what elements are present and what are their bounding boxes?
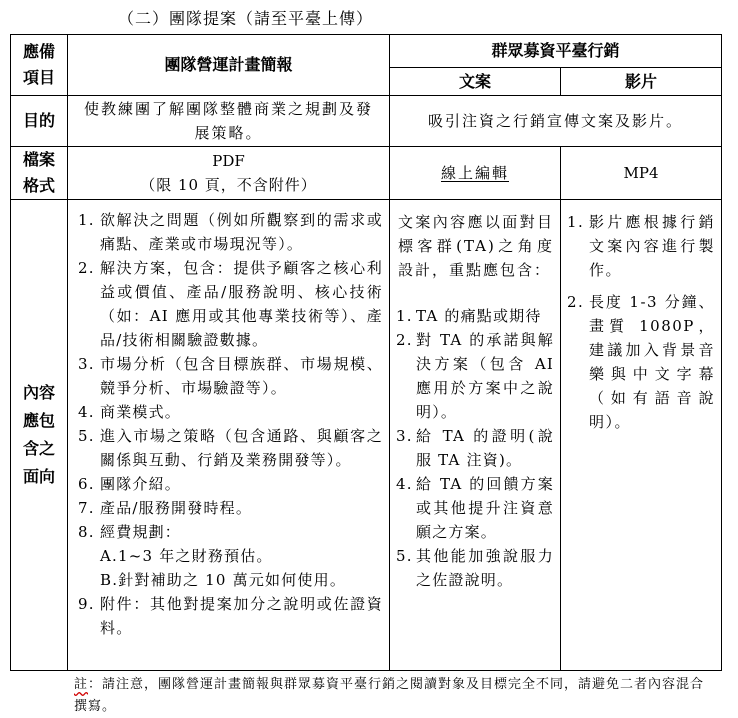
header-crowd-cell (390, 35, 722, 68)
list-item: 6. 團隊介紹。 (78, 475, 182, 493)
header-crowd-label: 群眾募資平臺行銷 (491, 41, 620, 60)
sub-item-b: B.針對補助之 10 萬元如何使用。 (100, 571, 347, 589)
format-plan-type: PDF (212, 152, 245, 170)
purpose-plan-cell (68, 96, 390, 147)
footnote-text: ：請注意，團隊營運計畫簡報與群眾募資平臺行銷之閱讀對象及目標完全不同，請避免二者內容混合撰寫。 (74, 677, 705, 714)
format-video-text: MP4 (623, 164, 659, 182)
content-plan-cell (68, 200, 390, 671)
list-item: 5. 進入市場之策略（包含通路、與顧客之關係與互動、行銷及業務開發等）。 (78, 427, 383, 469)
section-title: （二）團隊提案（請至平臺上傳） (118, 9, 374, 28)
header-plan-label: 團隊營運計畫簡報 (164, 55, 293, 74)
footnote-prefix: 註 (74, 677, 89, 692)
purpose-crowd-text: 吸引注資之行銷宣傳文案及影片。 (428, 112, 684, 130)
header-corner-label: 應備 項目 (22, 42, 55, 87)
list-item: 7. 產品/服務開發時程。 (78, 499, 253, 517)
list-item: 8. 經費規劃： (78, 523, 182, 541)
footnote (74, 674, 714, 718)
header-corner-cell (11, 35, 68, 96)
list-item: 2. 解決方案，包含：提供予顧客之核心利益或價值、產品/服務說明、核心技術（如：AI 應用或其他專業技術等）、產品/技術相關驗證數據。 (78, 259, 383, 349)
format-plan-limit: （限 10 頁，不含附件） (140, 176, 317, 194)
content-label-cell (11, 200, 68, 671)
purpose-plan-text: 使教練團了解團隊整體商業之規劃及發展策略。 (83, 100, 373, 142)
proposal-table (10, 34, 722, 671)
purpose-label-cell (11, 96, 68, 147)
list-item: 1. TA 的痛點或期待 (396, 307, 542, 325)
format-label-cell (11, 147, 68, 200)
format-label: 檔案 格式 (22, 150, 55, 195)
header-copy-cell (390, 68, 561, 96)
list-item: 1. 影片應根據行銷文案內容進行製作。 (567, 213, 716, 279)
format-video-cell (561, 147, 722, 200)
list-item: 3. 市場分析（包含目標族群、市場規模、競爭分析、市場驗證等）。 (78, 355, 383, 397)
list-item: 3. 給 TA 的證明(說服 TA 注資)。 (396, 427, 554, 469)
list-item: 2. 對 TA 的承諾與解決方案（包含 AI 應用於方案中之說明）。 (396, 331, 554, 421)
list-item: 1. 欲解決之問題（例如所觀察到的需求或痛點、產業或市場現況等）。 (78, 211, 383, 253)
format-plan-cell (68, 147, 390, 200)
content-label: 內容 應包 含之 面向 (22, 383, 55, 486)
sub-item-a: A.1~3 年之財務預估。 (100, 547, 273, 565)
header-plan-cell (68, 35, 390, 96)
content-copy-cell (390, 200, 561, 671)
list-item: 5. 其他能加強說服力之佐證說明。 (396, 547, 554, 589)
format-copy-text: 線上編輯 (440, 164, 509, 182)
header-video-label: 影片 (625, 71, 658, 91)
list-item: 2. 長度 1-3 分鐘、畫質 1080P，建議加入背景音樂與中文字幕（如有語音說明）。 (567, 293, 716, 431)
video-list (561, 210, 721, 434)
list-item: 9. 附件：其他對提案加分之說明或佐證資料。 (78, 595, 383, 637)
header-video-cell (561, 68, 722, 96)
purpose-label: 目的 (22, 111, 55, 130)
content-video-cell (561, 200, 722, 671)
format-copy-cell (390, 147, 561, 200)
copy-intro: 文案內容應以面對目標客群(TA)之角度設計，重點應包含： (398, 213, 554, 279)
plan-list (68, 208, 389, 640)
copy-list (390, 304, 560, 592)
header-copy-label: 文案 (458, 71, 491, 91)
list-item: 4. 商業模式。 (78, 403, 182, 421)
list-item: 4. 給 TA 的回饋方案或其他提升注資意願之方案。 (396, 475, 554, 541)
purpose-crowd-cell (390, 96, 722, 147)
